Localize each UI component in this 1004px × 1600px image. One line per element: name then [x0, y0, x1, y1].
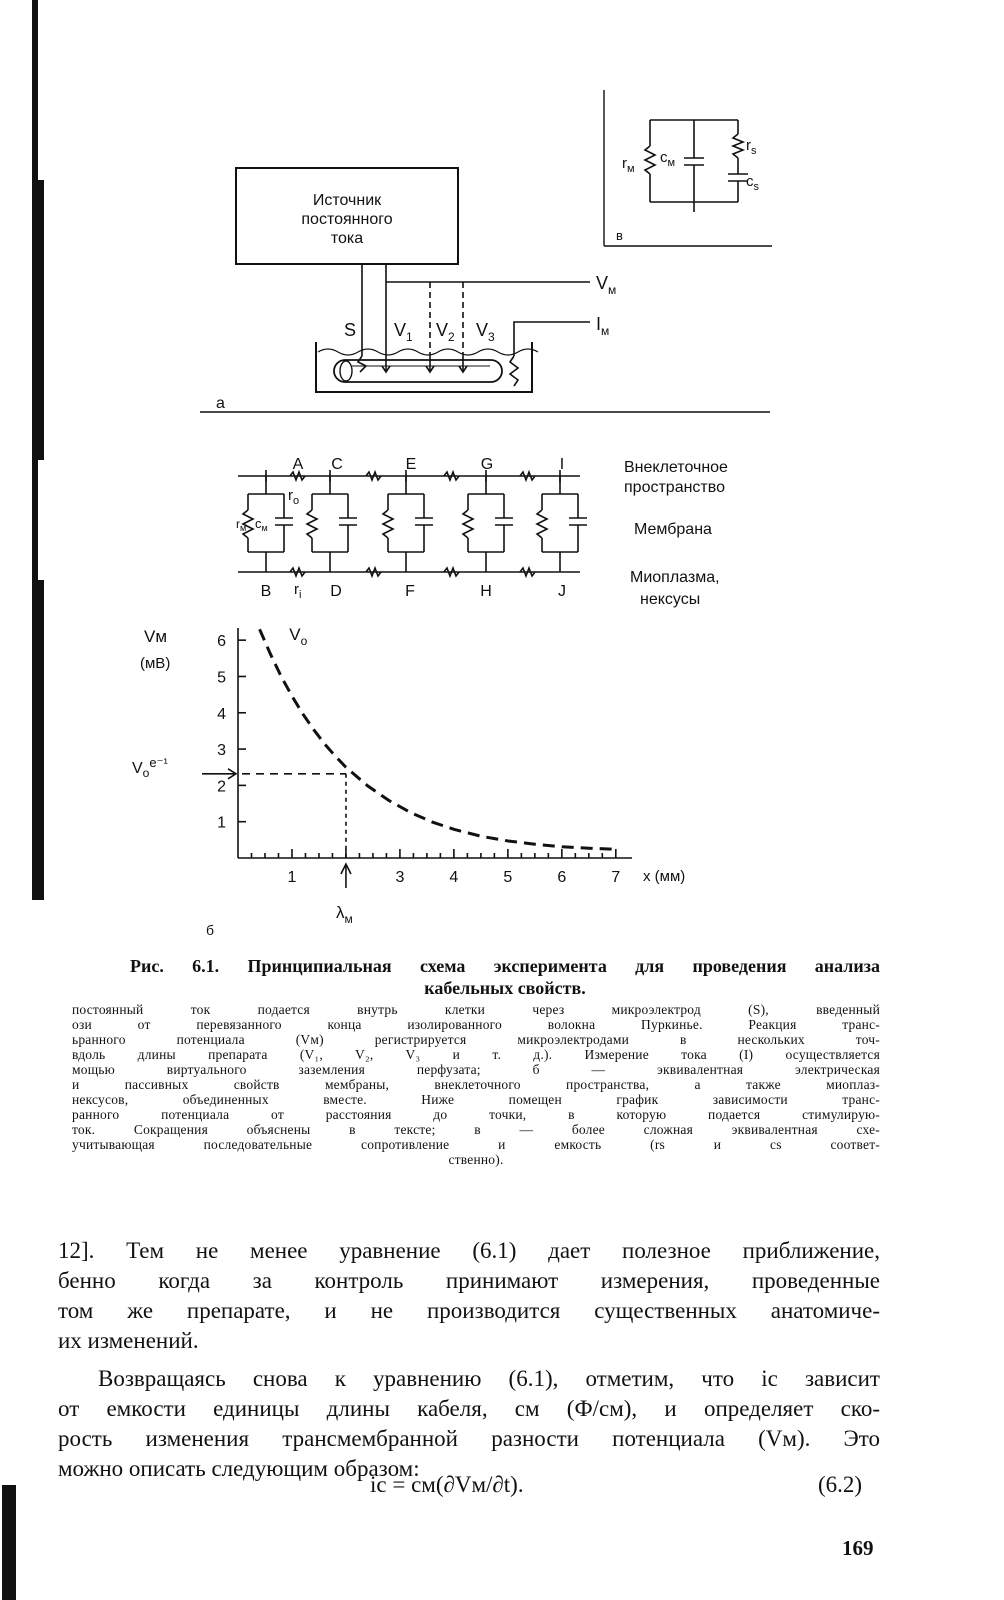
node-h: H	[480, 583, 492, 600]
paragraph-2	[58, 1364, 880, 1484]
source-line-2: постоянного	[301, 211, 393, 228]
y-tick-label: 3	[217, 742, 226, 760]
b-rm-label: $r_м$	[236, 517, 247, 533]
paragraph-2-line-1: Возвращаясь снова к уравнению (6.1), отметим, что iс зависит	[98, 1366, 880, 1391]
x-tick-label: 7	[611, 869, 621, 886]
node-i: I	[559, 456, 565, 473]
node-b: B	[260, 583, 272, 600]
v-rs-label: $r_s$	[746, 137, 757, 157]
x-tick-label: 3	[395, 869, 405, 886]
caption-body-line-7: нексусов, объединенных вместе. Ниже помещен график зависимости транс-	[72, 1092, 880, 1107]
membrane-rc-unit	[463, 476, 513, 572]
y-tick-label: 2	[217, 778, 226, 796]
region-membrane: Мембрана	[634, 521, 712, 538]
node-e: E	[405, 456, 417, 473]
v-cm-label: $c_м$	[660, 149, 676, 169]
paragraph-2-line-2: от емкости единицы длины кабеля, cм (Ф/см), и определяет ско-	[58, 1396, 880, 1421]
membrane-rc-unit	[537, 476, 587, 572]
panel-v-letter: в	[616, 228, 623, 243]
curve-label: $V_о$	[289, 625, 308, 649]
region-myoplasm-1: Миоплазма,	[630, 569, 720, 586]
electrode-s-label: S	[344, 320, 357, 340]
vm-label: $V_м$	[596, 273, 617, 297]
body-text	[58, 1236, 880, 1484]
caption-body-line-9: ток. Сокращения объяснены в тексте; в — более сложная эквивалентная схе-	[72, 1122, 880, 1137]
caption-body-line-10: учитывающая последовательные сопротивление и емкость (rs и cs соответ-	[72, 1137, 880, 1152]
node-j: J	[558, 583, 566, 600]
node-g: G	[480, 456, 494, 473]
y-tick-label: 1	[217, 814, 226, 832]
paragraph-1-line-2: бенно когда за контроль принимают измерения, проведенные	[58, 1268, 880, 1293]
source-line-3: тока	[330, 230, 364, 247]
x-tick-label: 5	[503, 869, 513, 886]
caption-body-line-3: ьранного потенциала (Vм) регистрируется микроэлектродами в нескольких точ-	[72, 1032, 880, 1047]
equation-6-2: iс = cм(∂Vм/∂t).	[370, 1472, 524, 1497]
y-tick-label: 6	[217, 633, 226, 651]
panel-a-letter: а	[216, 395, 225, 412]
membrane-rc-unit	[383, 476, 433, 572]
region-extracellular-2: пространство	[624, 479, 725, 496]
x-tick-label: 1	[287, 869, 297, 886]
paragraph-1-line-4: их изменений.	[58, 1328, 199, 1353]
electrode-v3-label: $V_3$	[476, 320, 495, 344]
chart-yunit: (мВ)	[140, 655, 171, 672]
y-tick-label: 5	[217, 669, 226, 687]
equation-number: (6.2)	[818, 1472, 863, 1497]
paragraph-1-line-3: том же препарате, и не производится существенных анатомиче-	[58, 1298, 880, 1323]
electrode-v2-label: $V_2$	[436, 320, 455, 344]
lambda-label: $\lambda_м$	[335, 903, 353, 926]
caption-body-line-6: и пассивных свойств мембраны, внеклеточного пространства, а также миоплаз-	[72, 1077, 880, 1092]
source-line-1: Источник	[312, 192, 382, 209]
annotation-y-label: $V_о^{e^{-1}}$	[132, 754, 168, 780]
panel-b-letter: б	[206, 922, 215, 938]
x-tick-label: 4	[449, 869, 459, 886]
b-cm-label: $c_м$	[255, 516, 268, 533]
caption-body-line-11: ственно).	[448, 1152, 504, 1167]
x-tick-label: 6	[557, 869, 567, 886]
ro-label: $r_о$	[288, 487, 300, 507]
paragraph-2-line-3: рость изменения трансмембранной разности потенциала (Vм). Это	[58, 1426, 880, 1451]
chart-xlabel: x (мм)	[643, 868, 686, 885]
membrane-rc-unit	[307, 476, 357, 572]
voltage-distance-chart	[132, 625, 685, 938]
v-rm-label: $r_м$	[622, 155, 635, 175]
page-number: 169	[842, 1536, 874, 1560]
y-tick-label: 4	[217, 705, 226, 723]
paragraph-1	[58, 1236, 880, 1356]
node-d: D	[330, 583, 342, 600]
caption-body-line-8: ранного потенциала от расстояния до точки, в которую подается стимулирую-	[72, 1107, 880, 1122]
region-myoplasm-2: нексусы	[640, 591, 701, 608]
decay-curve	[260, 629, 616, 849]
paragraph-2-line-4: можно описать следующим образом:	[58, 1456, 420, 1481]
caption-title-line-1: Рис. 6.1. Принципиальная схема эксперимента для проведения анализа	[130, 956, 880, 976]
v-cs-label: $c_s$	[746, 173, 759, 193]
caption-body-line-4: вдоль длины препарата (V₁, V₂, V₃ и т. д.). Измерение тока (I) осуществляется	[72, 1047, 880, 1062]
paragraph-1-line-1: 12]. Тем не менее уравнение (6.1) дает полезное приближение,	[58, 1238, 880, 1263]
chart-ylabel: Vм	[144, 627, 168, 646]
caption-body-line-5: мощью виртуального заземления перфузата; б — эквивалентная электрическая	[72, 1062, 880, 1077]
node-a: A	[292, 456, 304, 473]
caption-body-line-1: постоянный ток подается внутрь клетки через микроэлектрод (S), введенный	[72, 1002, 880, 1017]
caption-body-line-2: ози от перевязанного конца изолированного волокна Пуркинье. Реакция транс-	[72, 1017, 880, 1032]
figure-caption-title	[130, 955, 880, 999]
membrane-rc-unit	[243, 476, 293, 572]
figure-caption-body	[72, 1002, 880, 1167]
region-extracellular-1: Внеклеточное	[624, 459, 728, 476]
caption-title-line-2: кабельных свойств.	[424, 978, 586, 998]
ri-label: $r_i$	[294, 581, 302, 601]
electrode-v1-label: $V_1$	[394, 320, 413, 344]
node-c: C	[331, 456, 343, 473]
node-f: F	[405, 583, 415, 600]
im-label: $I_м$	[596, 314, 610, 338]
